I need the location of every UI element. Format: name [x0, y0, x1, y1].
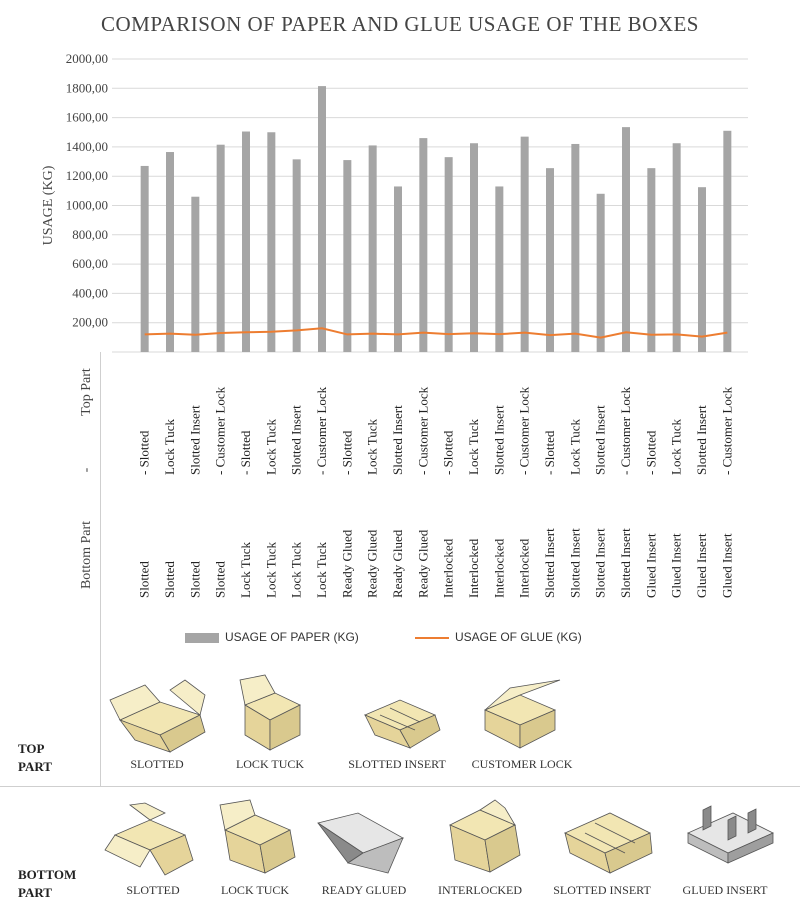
bottom-box-label-lock-tuck: LOCK TUCK [220, 883, 290, 897]
x-category-top-label: Lock Tuck [162, 419, 177, 475]
top-box-label-lock-tuck: LOCK TUCK [235, 757, 305, 771]
x-category-top-label: Lock Tuck [668, 419, 684, 475]
x-category-bottom-label: Slotted [212, 561, 228, 598]
x-category-bottom-label: Lock Tuck [263, 542, 279, 598]
x-category-bottom-label: Slotted Insert [542, 528, 557, 598]
y-tick-label: 600,00 [72, 256, 108, 272]
box-illustration-top-lock-tuck [240, 675, 300, 750]
x-category-top-label: - Slotted [440, 430, 456, 475]
y-tick-label: 800,00 [72, 226, 108, 242]
x-category-top-label: Slotted Insert [592, 405, 608, 475]
top-box-label-customer-lock: CUSTOMER LOCK [471, 757, 573, 771]
x-category-bottom-label: Interlocked [516, 538, 532, 598]
box-illustration-bottom-ready-glued [318, 813, 403, 873]
x-category-top-label: - Slotted [643, 430, 659, 475]
x-category-bottom-label: Slotted [162, 561, 177, 598]
x-category-top-label: Lock Tuck [466, 419, 481, 475]
x-category-top-label: - Slotted [542, 430, 557, 475]
box-illustration-bottom-glued-insert [688, 806, 773, 863]
x-category-bottom-label: Glued Insert [668, 533, 684, 598]
x-category-bottom-label: Slotted Insert [592, 528, 608, 598]
top-part-label-text: TOP PART [18, 741, 52, 774]
x-category-top-label: Slotted Insert [694, 405, 709, 475]
x-category-top-label: - Slotted [136, 430, 152, 475]
x-category-top-label: - Customer Lock [618, 386, 633, 475]
x-category-top-label: - Customer Lock [415, 386, 431, 475]
x-category-top-label: - Customer Lock [314, 386, 329, 475]
x-category-bottom-label: Lock Tuck [288, 542, 304, 598]
x-category-bottom-label: Slotted Insert [618, 528, 633, 598]
legend-glue-label: USAGE OF GLUE (KG) [455, 630, 582, 644]
x-category-top-label: - Customer Lock [719, 386, 735, 475]
x-category-top-label: - Slotted [238, 430, 253, 475]
y-axis-title: USAGE (KG) [41, 165, 56, 246]
box-illustration-bottom-lock-tuck [220, 800, 295, 873]
y-tick-label: 1000,00 [65, 197, 108, 213]
x-group-label-bottom: Bottom Part [79, 520, 94, 590]
x-category-bottom-label: Slotted [187, 561, 203, 598]
chart-title: COMPARISON OF PAPER AND GLUE USAGE OF THE BOXES [100, 12, 699, 36]
x-category-bottom-label: Interlocked [466, 538, 481, 598]
x-category-bottom-label: Glued Insert [719, 533, 735, 598]
x-category-bottom-label: Slotted [136, 561, 152, 598]
x-category-top-label: Lock Tuck [567, 419, 583, 475]
x-category-bottom-label: Glued Insert [643, 533, 659, 598]
x-category-top-label: - Customer Lock [212, 386, 228, 475]
x-category-top-label: Slotted Insert [491, 405, 507, 475]
x-category-bottom-label: Ready Glued [390, 529, 405, 598]
x-category-bottom-label: Glued Insert [694, 533, 709, 598]
x-group-label-dash: - [79, 467, 94, 473]
y-tick-label: 400,00 [72, 285, 108, 301]
x-category-bottom-label: Lock Tuck [238, 542, 253, 598]
top-box-label-slotted: SLOTTED [130, 757, 184, 771]
x-category-top-label: Slotted Insert [390, 405, 405, 475]
x-category-bottom-label: Ready Glued [415, 529, 431, 598]
box-illustration-bottom-slotted [105, 803, 193, 875]
y-tick-label: 1600,00 [65, 109, 108, 125]
x-group-label-top: Top Part [79, 368, 94, 416]
x-category-top-label: - Customer Lock [516, 386, 532, 475]
y-tick-label: 1200,00 [65, 168, 108, 184]
bottom-box-label-slotted-insert: SLOTTED INSERT [553, 883, 651, 897]
y-tick-label: 2000,00 [65, 51, 108, 66]
x-category-bottom-label: Slotted Insert [567, 528, 583, 598]
box-illustration-bottom-slotted-insert [565, 813, 652, 873]
x-category-top-label: - Slotted [339, 430, 355, 475]
bottom-box-label-glued-insert: GLUED INSERT [682, 883, 768, 897]
x-category-bottom-label: Interlocked [440, 538, 456, 598]
box-illustration-top-customer-lock [485, 680, 560, 748]
y-tick-label: 200,00 [72, 314, 108, 330]
bottom-box-label-ready-glued: READY GLUED [321, 883, 407, 897]
x-category-top-label: Slotted Insert [288, 405, 304, 475]
x-category-top-label: Lock Tuck [263, 419, 279, 475]
y-tick-label: 1800,00 [65, 80, 108, 96]
x-category-bottom-label: Lock Tuck [314, 542, 329, 598]
box-illustration-top-slotted [110, 680, 205, 752]
x-category-top-label: Lock Tuck [364, 419, 380, 475]
box-illustration-top-slotted-insert [365, 700, 440, 748]
box-illustration-bottom-interlocked [450, 800, 520, 872]
bottom-box-label-interlocked: INTERLOCKED [438, 883, 522, 897]
x-category-bottom-label: Ready Glued [364, 529, 380, 598]
x-category-bottom-label: Interlocked [491, 538, 507, 598]
legend-paper-label: USAGE OF PAPER (KG) [225, 630, 359, 644]
top-box-label-slotted-insert: SLOTTED INSERT [348, 757, 446, 771]
x-category-bottom-label: Ready Glued [339, 529, 355, 598]
bottom-part-label-text: BOTTOM PART [18, 867, 77, 900]
y-tick-label: 1400,00 [65, 138, 108, 154]
bottom-box-label-slotted: SLOTTED [126, 883, 180, 897]
x-category-top-label: Slotted Insert [187, 405, 203, 475]
